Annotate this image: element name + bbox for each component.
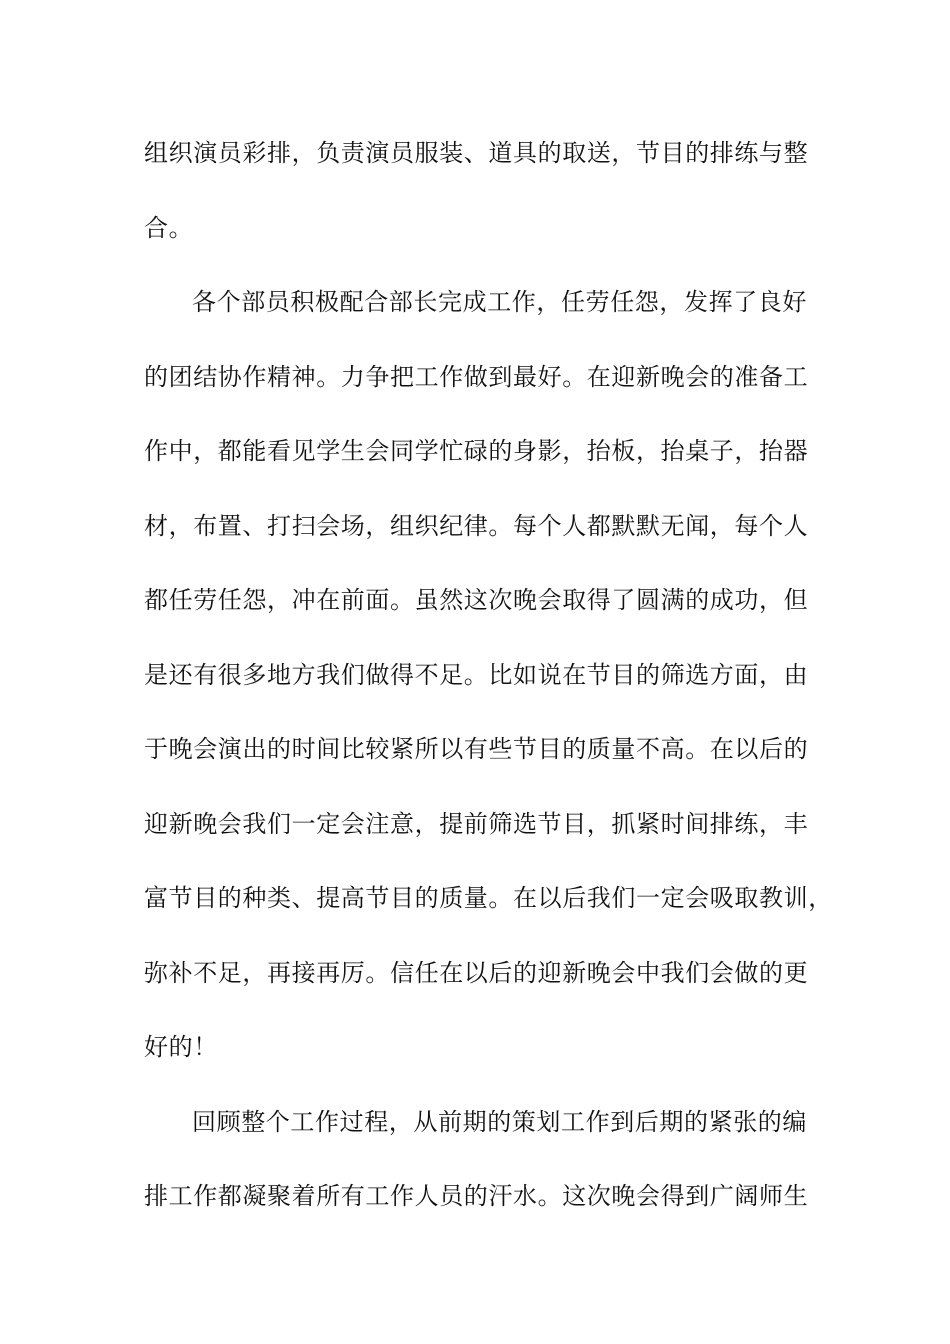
text-line: 于晚会演出的时间比较紧所以有些节目的质量不高。在以后的 xyxy=(144,735,809,763)
text-line: 好的！ xyxy=(144,1033,218,1061)
document-body xyxy=(144,128,833,1246)
text-line: 迎新晚会我们一定会注意，提前筛选节目，抓紧时间排练，丰 xyxy=(144,809,809,838)
paragraph-start-line: 回顾整个工作过程，从前期的策划工作到后期的紧张的编 xyxy=(192,1107,807,1136)
text-line: 作中，都能看见学生会同学忙碌的身影，抬板，抬桌子，抬器 xyxy=(144,437,809,465)
text-line: 排工作都凝聚着所有工作人员的汗水。这次晚会得到广阔师生 xyxy=(144,1182,809,1210)
text-line: 组织演员彩排，负责演员服装、道具的取送，节目的排练与整 xyxy=(144,139,809,167)
text-line: 材，布置、打扫会场，组织纪律。每个人都默默无闻，每个人 xyxy=(144,511,809,540)
text-line: 合。 xyxy=(144,213,194,242)
paragraph-start-line: 各个部员积极配合部长完成工作，任劳任怨，发挥了良好 xyxy=(192,288,807,316)
text-line: 弥补不足，再接再厉。信任在以后的迎新晚会中我们会做的更 xyxy=(144,958,809,987)
text-line: 富节目的种类、提高节目的质量。在以后我们一定会吸取教训， xyxy=(144,884,833,912)
text-line: 是还有很多地方我们做得不足。比如说在节目的筛选方面，由 xyxy=(144,660,809,689)
text-line: 的团结协作精神。力争把工作做到最好。在迎新晚会的准备工 xyxy=(144,362,809,391)
text-line: 都任劳任怨，冲在前面。虽然这次晚会取得了圆满的成功，但 xyxy=(144,586,809,614)
